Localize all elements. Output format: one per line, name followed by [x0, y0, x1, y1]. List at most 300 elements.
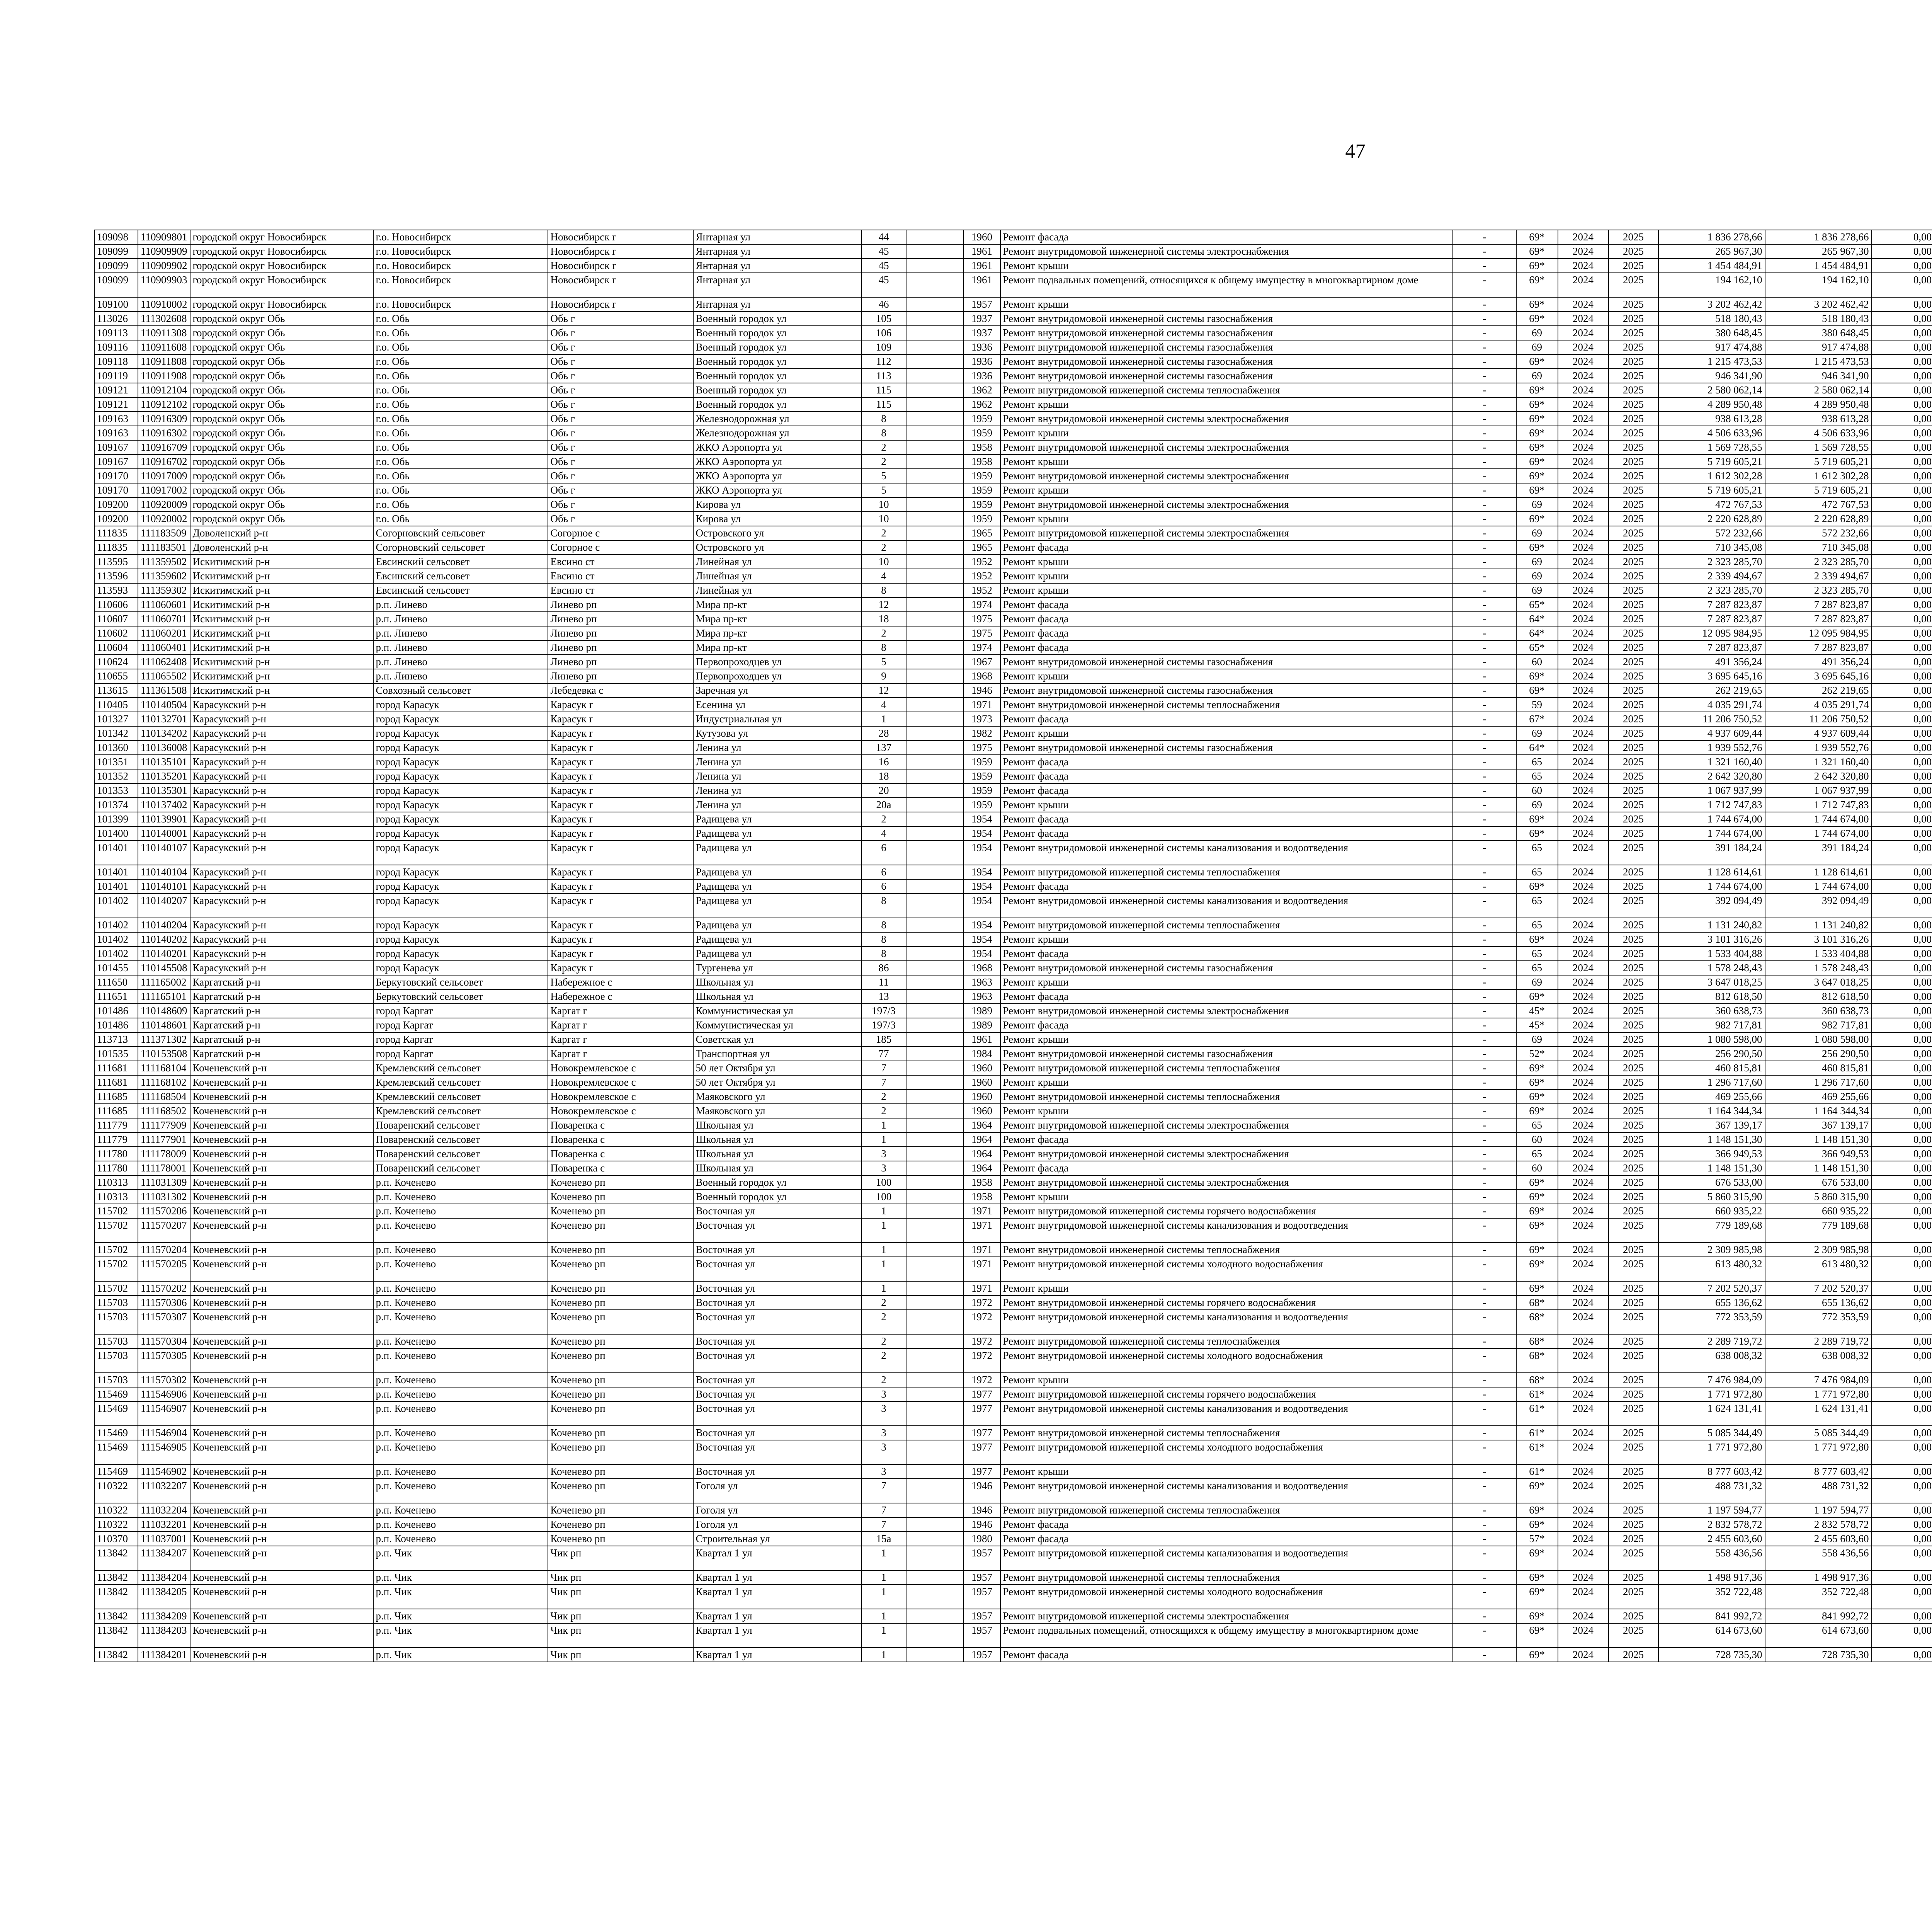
table-cell: -: [1453, 1426, 1516, 1440]
table-cell: 0,00: [1872, 312, 1932, 326]
table-cell: 2025: [1609, 1426, 1658, 1440]
table-cell: 1964: [964, 1118, 1000, 1132]
table-cell: 111570305: [138, 1348, 190, 1373]
table-cell: 1 744 674,00: [1765, 826, 1872, 841]
table-row: [94, 1175, 1932, 1190]
table-cell: 111032207: [138, 1479, 190, 1503]
table-cell: Коченевский р-н: [190, 1075, 373, 1090]
table-cell: 110606: [94, 598, 138, 612]
table-cell: 2: [862, 540, 906, 555]
table-cell: 12: [862, 683, 906, 698]
table-cell: 45: [862, 273, 906, 297]
table-cell: 1: [862, 1243, 906, 1257]
table-row: [94, 683, 1932, 698]
table-cell: 110140104: [138, 865, 190, 879]
table-cell: 779 189,68: [1658, 1218, 1765, 1243]
table-cell: 3: [862, 1147, 906, 1161]
table-cell: 2024: [1558, 259, 1609, 273]
table-cell: Ремонт внутридомовой инженерной системы теплоснабжения: [1000, 698, 1453, 712]
table-cell: Радищева ул: [693, 841, 862, 865]
table-cell: Ремонт фасада: [1000, 1532, 1453, 1546]
table-cell: [906, 273, 964, 297]
table-cell: [906, 841, 964, 865]
table-cell: 112: [862, 354, 906, 369]
table-cell: 1954: [964, 865, 1000, 879]
table-cell: 2025: [1609, 1648, 1658, 1662]
table-cell: Ремонт внутридомовой инженерной системы холодного водоснабжения: [1000, 1585, 1453, 1609]
table-cell: 0,00: [1872, 1257, 1932, 1281]
table-cell: Янтарная ул: [693, 230, 862, 244]
table-cell: 2025: [1609, 947, 1658, 961]
table-cell: 110917009: [138, 469, 190, 483]
table-cell: 111570206: [138, 1204, 190, 1218]
table-cell: [906, 469, 964, 483]
table-cell: 2025: [1609, 879, 1658, 894]
table-cell: -: [1453, 698, 1516, 712]
table-cell: город Карасук: [373, 826, 548, 841]
table-cell: 101486: [94, 1018, 138, 1032]
table-cell: 1975: [964, 741, 1000, 755]
table-cell: Восточная ул: [693, 1296, 862, 1310]
table-cell: 110916302: [138, 426, 190, 440]
table-cell: 65: [1516, 841, 1558, 865]
table-cell: 60: [1516, 783, 1558, 798]
table-cell: Коченево рп: [548, 1175, 693, 1190]
table-cell: г.о. Обь: [373, 354, 548, 369]
table-cell: Ленина ул: [693, 741, 862, 755]
table-cell: Ремонт фасада: [1000, 812, 1453, 826]
table-cell: 938 613,28: [1658, 412, 1765, 426]
table-row: [94, 1147, 1932, 1161]
table-cell: Ремонт фасада: [1000, 1132, 1453, 1147]
table-cell: 613 480,32: [1658, 1257, 1765, 1281]
table-cell: Коченевский р-н: [190, 1204, 373, 1218]
table-cell: 392 094,49: [1658, 894, 1765, 918]
table-cell: 7 287 823,87: [1765, 598, 1872, 612]
table-cell: Коченевский р-н: [190, 1061, 373, 1075]
table-cell: [906, 1387, 964, 1401]
table-cell: 0,00: [1872, 894, 1932, 918]
table-cell: -: [1453, 755, 1516, 769]
table-cell: город Карасук: [373, 712, 548, 726]
table-cell: р.п. Коченево: [373, 1296, 548, 1310]
table-cell: Ремонт внутридомовой инженерной системы горячего водоснабжения: [1000, 1204, 1453, 1218]
table-cell: 1936: [964, 340, 1000, 354]
table-cell: 2025: [1609, 583, 1658, 598]
table-cell: 2024: [1558, 483, 1609, 497]
table-cell: 69: [1516, 975, 1558, 989]
table-cell: 110322: [94, 1503, 138, 1517]
table-cell: 472 767,53: [1765, 497, 1872, 512]
table-cell: 0,00: [1872, 741, 1932, 755]
table-cell: 0,00: [1872, 1426, 1932, 1440]
table-cell: Железнодорожная ул: [693, 412, 862, 426]
table-cell: -: [1453, 626, 1516, 640]
table-cell: 0,00: [1872, 455, 1932, 469]
table-cell: 115702: [94, 1218, 138, 1243]
table-cell: Коченево рп: [548, 1204, 693, 1218]
table-cell: -: [1453, 383, 1516, 397]
table-cell: Карасукский р-н: [190, 741, 373, 755]
table-row: [94, 326, 1932, 340]
table-cell: 2024: [1558, 1310, 1609, 1334]
table-cell: Ремонт внутридомовой инженерной системы электроснабжения: [1000, 1004, 1453, 1018]
table-cell: Коченево рп: [548, 1426, 693, 1440]
table-row: [94, 879, 1932, 894]
table-cell: 1: [862, 1648, 906, 1662]
table-cell: -: [1453, 1004, 1516, 1018]
table-cell: 69*: [1516, 1585, 1558, 1609]
table-cell: Обь г: [548, 483, 693, 497]
table-cell: -: [1453, 798, 1516, 812]
table-cell: 3 101 316,26: [1765, 932, 1872, 947]
table-cell: 812 618,50: [1658, 989, 1765, 1004]
table-cell: 111060201: [138, 626, 190, 640]
table-cell: 1 498 917,36: [1658, 1570, 1765, 1585]
table-cell: Военный городок ул: [693, 1190, 862, 1204]
table-cell: 613 480,32: [1765, 1257, 1872, 1281]
table-cell: 8: [862, 894, 906, 918]
table-cell: 2024: [1558, 1281, 1609, 1296]
table-cell: 1 128 614,61: [1658, 865, 1765, 879]
table-cell: -: [1453, 497, 1516, 512]
table-cell: [906, 354, 964, 369]
table-cell: 2025: [1609, 1004, 1658, 1018]
table-cell: 265 967,30: [1765, 244, 1872, 259]
table-cell: Карасук г: [548, 712, 693, 726]
table-cell: 1960: [964, 1090, 1000, 1104]
table-row: [94, 1190, 1932, 1204]
table-cell: 728 735,30: [1658, 1648, 1765, 1662]
table-cell: 2024: [1558, 230, 1609, 244]
table-cell: -: [1453, 640, 1516, 655]
table-cell: 8: [862, 426, 906, 440]
table-cell: Радищева ул: [693, 865, 862, 879]
table-cell: Чик рп: [548, 1570, 693, 1585]
table-cell: 1954: [964, 918, 1000, 932]
table-cell: Янтарная ул: [693, 244, 862, 259]
table-cell: 1962: [964, 383, 1000, 397]
table-cell: 2024: [1558, 526, 1609, 540]
table-cell: Ленина ул: [693, 769, 862, 783]
table-cell: 1963: [964, 975, 1000, 989]
table-cell: 110140207: [138, 894, 190, 918]
table-cell: 69*: [1516, 297, 1558, 312]
table-cell: 110322: [94, 1479, 138, 1503]
table-cell: -: [1453, 412, 1516, 426]
table-cell: город Карасук: [373, 812, 548, 826]
table-cell: Коченевский р-н: [190, 1334, 373, 1348]
table-cell: Ремонт фасада: [1000, 769, 1453, 783]
table-cell: 0,00: [1872, 683, 1932, 698]
table-cell: 256 290,50: [1658, 1047, 1765, 1061]
table-cell: 110313: [94, 1190, 138, 1204]
table-cell: 938 613,28: [1765, 412, 1872, 426]
table-cell: 4 035 291,74: [1658, 698, 1765, 712]
table-cell: 60: [1516, 655, 1558, 669]
table-cell: 772 353,59: [1765, 1310, 1872, 1334]
table-cell: 2025: [1609, 1585, 1658, 1609]
table-cell: Поваренский сельсовет: [373, 1132, 548, 1147]
table-cell: 2 642 320,80: [1658, 769, 1765, 783]
table-row: [94, 961, 1932, 975]
table-cell: 100: [862, 1190, 906, 1204]
table-cell: 0,00: [1872, 1047, 1932, 1061]
table-cell: 4 289 950,48: [1765, 397, 1872, 412]
table-cell: -: [1453, 354, 1516, 369]
table-cell: 2: [862, 1090, 906, 1104]
table-cell: 1 080 598,00: [1658, 1032, 1765, 1047]
table-cell: 69*: [1516, 354, 1558, 369]
table-cell: 3 647 018,25: [1658, 975, 1765, 989]
table-cell: Новокремлевское с: [548, 1090, 693, 1104]
table-cell: [906, 1257, 964, 1281]
table-cell: 2024: [1558, 812, 1609, 826]
table-cell: 69*: [1516, 1243, 1558, 1257]
table-cell: 3 202 462,42: [1658, 297, 1765, 312]
table-cell: 1968: [964, 669, 1000, 683]
table-cell: 0,00: [1872, 798, 1932, 812]
table-cell: Военный городок ул: [693, 340, 862, 354]
table-cell: Мира пр-кт: [693, 598, 862, 612]
table-cell: 110405: [94, 698, 138, 712]
table-cell: 109: [862, 340, 906, 354]
table-cell: Карасук г: [548, 769, 693, 783]
table-cell: Ремонт фасада: [1000, 626, 1453, 640]
table-cell: 1964: [964, 1161, 1000, 1175]
table-cell: Искитимский р-н: [190, 598, 373, 612]
table-cell: -: [1453, 1281, 1516, 1296]
table-cell: 2025: [1609, 230, 1658, 244]
table-cell: 115: [862, 397, 906, 412]
table-cell: [906, 726, 964, 741]
table-cell: 111835: [94, 526, 138, 540]
table-cell: 2024: [1558, 865, 1609, 879]
table-cell: 2024: [1558, 354, 1609, 369]
table-cell: [906, 1546, 964, 1570]
table-cell: 2025: [1609, 612, 1658, 626]
table-cell: 2024: [1558, 1648, 1609, 1662]
table-cell: -: [1453, 1161, 1516, 1175]
table-cell: Новосибирск г: [548, 244, 693, 259]
table-cell: 0,00: [1872, 712, 1932, 726]
table-cell: -: [1453, 1190, 1516, 1204]
table-cell: Каргатский р-н: [190, 1032, 373, 1047]
table-cell: 2025: [1609, 932, 1658, 947]
table-cell: 69: [1516, 497, 1558, 512]
table-cell: 64*: [1516, 612, 1558, 626]
table-cell: 1: [862, 1257, 906, 1281]
table-cell: Коммунистическая ул: [693, 1004, 862, 1018]
table-cell: -: [1453, 612, 1516, 626]
table-cell: Ремонт фасада: [1000, 1018, 1453, 1032]
table-cell: 9: [862, 669, 906, 683]
table-cell: 0,00: [1872, 932, 1932, 947]
table-cell: 2025: [1609, 726, 1658, 741]
table-cell: Коммунистическая ул: [693, 1018, 862, 1032]
table-cell: 518 180,43: [1658, 312, 1765, 326]
table-cell: 1977: [964, 1426, 1000, 1440]
table-cell: [906, 312, 964, 326]
table-cell: 8: [862, 640, 906, 655]
table-cell: Коченево рп: [548, 1401, 693, 1426]
table-cell: Коченевский р-н: [190, 1310, 373, 1334]
table-cell: р.п. Чик: [373, 1546, 548, 1570]
table-cell: 69*: [1516, 1257, 1558, 1281]
table-cell: 2025: [1609, 1175, 1658, 1190]
table-cell: -: [1453, 426, 1516, 440]
table-cell: Ремонт внутридомовой инженерной системы газоснабжения: [1000, 961, 1453, 975]
table-row: [94, 369, 1932, 383]
table-cell: 2024: [1558, 769, 1609, 783]
table-cell: 4 937 609,44: [1658, 726, 1765, 741]
table-cell: -: [1453, 340, 1516, 354]
table-cell: 2 339 494,67: [1765, 569, 1872, 583]
table-cell: 0,00: [1872, 326, 1932, 340]
table-cell: 115703: [94, 1334, 138, 1348]
table-cell: 391 184,24: [1658, 841, 1765, 865]
table-cell: 1965: [964, 526, 1000, 540]
table-cell: 1 131 240,82: [1658, 918, 1765, 932]
table-cell: 69*: [1516, 1546, 1558, 1570]
table-cell: 2024: [1558, 1387, 1609, 1401]
table-cell: Ремонт крыши: [1000, 483, 1453, 497]
table-cell: 2024: [1558, 1047, 1609, 1061]
table-cell: Школьная ул: [693, 975, 862, 989]
table-cell: р.п. Линево: [373, 598, 548, 612]
table-row: [94, 1387, 1932, 1401]
table-cell: -: [1453, 326, 1516, 340]
table-cell: 8: [862, 947, 906, 961]
table-cell: Искитимский р-н: [190, 655, 373, 669]
table-cell: 6: [862, 865, 906, 879]
table-cell: 69*: [1516, 426, 1558, 440]
table-cell: Линево рп: [548, 655, 693, 669]
table-cell: Ремонт внутридомовой инженерной системы электроснабжения: [1000, 497, 1453, 512]
table-cell: Обь г: [548, 412, 693, 426]
table-cell: Восточная ул: [693, 1373, 862, 1387]
table-cell: 111359602: [138, 569, 190, 583]
table-cell: 2024: [1558, 783, 1609, 798]
table-cell: р.п. Коченево: [373, 1517, 548, 1532]
table-cell: 2024: [1558, 297, 1609, 312]
table-cell: 101535: [94, 1047, 138, 1061]
table-cell: 194 162,10: [1765, 273, 1872, 297]
table-cell: 115703: [94, 1310, 138, 1334]
table-cell: город Карасук: [373, 918, 548, 932]
table-cell: 1959: [964, 512, 1000, 526]
table-cell: 2024: [1558, 497, 1609, 512]
table-cell: 2025: [1609, 273, 1658, 297]
table-cell: Ремонт крыши: [1000, 512, 1453, 526]
table-row: [94, 1623, 1932, 1648]
table-cell: 1959: [964, 798, 1000, 812]
table-cell: 111060701: [138, 612, 190, 626]
table-cell: Ремонт внутридомовой инженерной системы электроснабжения: [1000, 1147, 1453, 1161]
table-cell: 115702: [94, 1257, 138, 1281]
table-cell: Ремонт внутридомовой инженерной системы холодного водоснабжения: [1000, 1257, 1453, 1281]
table-cell: [906, 879, 964, 894]
table-cell: Гоголя ул: [693, 1503, 862, 1517]
table-cell: 111570204: [138, 1243, 190, 1257]
table-cell: Карасукский р-н: [190, 769, 373, 783]
table-cell: 2025: [1609, 741, 1658, 755]
table-cell: 65*: [1516, 598, 1558, 612]
table-cell: 65: [1516, 918, 1558, 932]
table-cell: 3 101 316,26: [1658, 932, 1765, 947]
table-cell: 69*: [1516, 397, 1558, 412]
table-cell: 115703: [94, 1348, 138, 1373]
table-cell: -: [1453, 1464, 1516, 1479]
table-cell: [906, 1426, 964, 1440]
table-cell: Чик рп: [548, 1585, 693, 1609]
table-cell: 2025: [1609, 426, 1658, 440]
table-cell: Обь г: [548, 497, 693, 512]
table-cell: -: [1453, 1090, 1516, 1104]
table-cell: [906, 918, 964, 932]
table-cell: 111779: [94, 1118, 138, 1132]
table-cell: Обь г: [548, 354, 693, 369]
table-cell: 1 578 248,43: [1765, 961, 1872, 975]
table-cell: [906, 783, 964, 798]
table-cell: 1958: [964, 455, 1000, 469]
table-cell: 2 309 985,98: [1765, 1243, 1872, 1257]
table-cell: 2: [862, 1373, 906, 1387]
table-cell: Линево рп: [548, 598, 693, 612]
table-cell: Коченевский р-н: [190, 1546, 373, 1570]
table-cell: 3 647 018,25: [1765, 975, 1872, 989]
table-cell: 111650: [94, 975, 138, 989]
table-cell: 110916309: [138, 412, 190, 426]
table-cell: -: [1453, 1517, 1516, 1532]
table-cell: Коченевский р-н: [190, 1175, 373, 1190]
table-cell: 1: [862, 1118, 906, 1132]
table-row: [94, 1281, 1932, 1296]
table-row: [94, 1479, 1932, 1503]
table-row: [94, 312, 1932, 326]
table-row: [94, 669, 1932, 683]
table-cell: 101400: [94, 826, 138, 841]
table-cell: 7: [862, 1479, 906, 1503]
table-cell: Мира пр-кт: [693, 626, 862, 640]
table-cell: Обь г: [548, 383, 693, 397]
table-cell: 1959: [964, 469, 1000, 483]
table-cell: 7 287 823,87: [1658, 612, 1765, 626]
table-cell: 1946: [964, 1517, 1000, 1532]
table-cell: [906, 383, 964, 397]
table-cell: 1972: [964, 1310, 1000, 1334]
table-cell: г.о. Новосибирск: [373, 297, 548, 312]
table-cell: Военный городок ул: [693, 369, 862, 383]
table-cell: [906, 259, 964, 273]
table-cell: р.п. Коченево: [373, 1532, 548, 1546]
table-cell: 109167: [94, 455, 138, 469]
table-cell: 2 323 285,70: [1765, 555, 1872, 569]
table-cell: 2 309 985,98: [1658, 1243, 1765, 1257]
table-cell: [906, 1018, 964, 1032]
table-cell: 0,00: [1872, 879, 1932, 894]
table-cell: р.п. Линево: [373, 626, 548, 640]
table-cell: 109099: [94, 273, 138, 297]
table-cell: 518 180,43: [1765, 312, 1872, 326]
table-cell: 2 832 578,72: [1765, 1517, 1872, 1532]
table-row: [94, 783, 1932, 798]
table-cell: 0,00: [1872, 1503, 1932, 1517]
table-row: [94, 1161, 1932, 1175]
table-cell: 65: [1516, 1118, 1558, 1132]
table-cell: -: [1453, 1401, 1516, 1426]
table-row: [94, 244, 1932, 259]
